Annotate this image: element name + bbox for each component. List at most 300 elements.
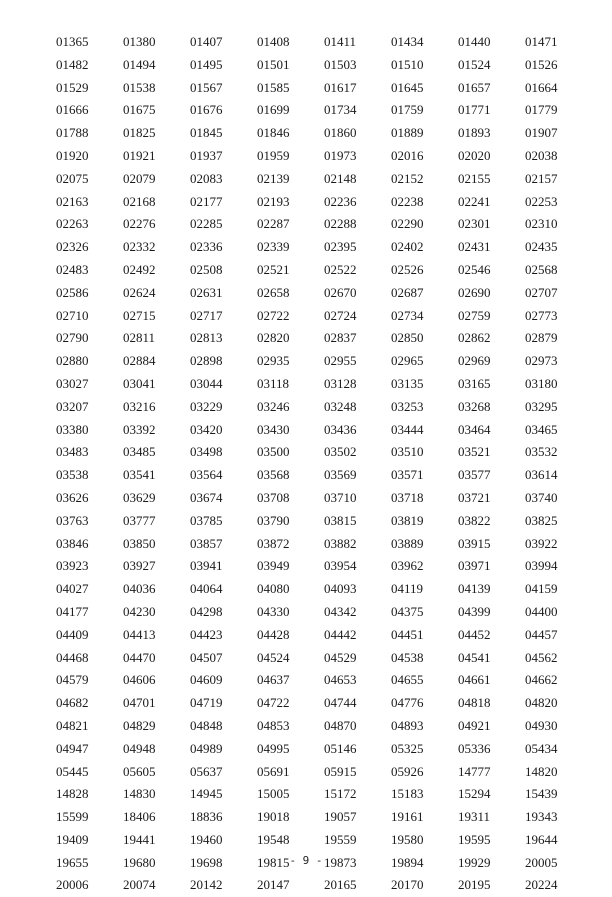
table-row [56, 145, 592, 168]
table-cell: 14777 [458, 763, 491, 779]
table-cell: 02715 [123, 307, 156, 323]
table-cell: 04653 [324, 672, 357, 688]
table-cell: 01920 [56, 147, 89, 163]
table-cell: 02526 [391, 261, 424, 277]
table-row [56, 692, 592, 715]
table-cell: 04027 [56, 581, 89, 597]
table-cell: 04400 [525, 603, 558, 619]
table-cell: 04661 [458, 672, 491, 688]
table-cell: 02862 [458, 330, 491, 346]
table-cell: 03850 [123, 535, 156, 551]
table-cell: 04298 [190, 603, 223, 619]
table-cell: 02075 [56, 170, 89, 186]
table-row [56, 77, 592, 100]
table-cell: 04139 [458, 581, 491, 597]
table-row [56, 578, 592, 601]
table-row [56, 624, 592, 647]
table-row [56, 396, 592, 419]
table-cell: 02238 [391, 193, 424, 209]
table-cell: 02687 [391, 284, 424, 300]
table-cell: 02301 [458, 216, 491, 232]
table-cell: 01407 [190, 34, 223, 49]
table-cell: 03971 [458, 558, 491, 574]
table-cell: 03763 [56, 512, 89, 528]
table-cell: 03790 [257, 512, 290, 528]
table-cell: 04541 [458, 649, 491, 665]
table-cell: 03532 [525, 444, 558, 460]
table-cell: 04682 [56, 695, 89, 711]
table-row [56, 829, 592, 852]
table-cell: 02287 [257, 216, 290, 232]
table-cell: 02690 [458, 284, 491, 300]
table-cell: 04177 [56, 603, 89, 619]
table-cell: 01973 [324, 147, 357, 163]
table-cell: 03436 [324, 421, 357, 437]
table-cell: 01893 [458, 125, 491, 141]
table-cell: 05926 [391, 763, 424, 779]
table-cell: 19441 [123, 831, 156, 847]
table-cell: 04722 [257, 695, 290, 711]
table-row [56, 555, 592, 578]
table-cell: 03485 [123, 444, 156, 460]
table-cell: 04093 [324, 581, 357, 597]
table-cell: 14828 [56, 786, 89, 802]
table-cell: 19655 [56, 854, 89, 870]
table-cell: 03180 [525, 375, 558, 391]
table-cell: 01845 [190, 125, 223, 141]
table-cell: 02016 [391, 147, 424, 163]
table-cell: 02955 [324, 353, 357, 369]
table-cell: 02521 [257, 261, 290, 277]
table-cell: 19343 [525, 809, 558, 825]
table-cell: 03118 [257, 375, 290, 391]
table-cell: 20170 [391, 877, 424, 893]
table-cell: 02884 [123, 353, 156, 369]
table-cell: 19698 [190, 854, 223, 870]
table-cell: 02670 [324, 284, 357, 300]
table-row [56, 464, 592, 487]
table-cell: 02773 [525, 307, 558, 323]
table-cell: 04330 [257, 603, 290, 619]
table-cell: 01524 [458, 56, 491, 72]
table-cell: 03922 [525, 535, 558, 551]
table-cell: 03207 [56, 398, 89, 414]
table-cell: 03464 [458, 421, 491, 437]
table-cell: 01921 [123, 147, 156, 163]
table-row [56, 647, 592, 670]
table-cell: 03825 [525, 512, 558, 528]
table-cell: 04428 [257, 626, 290, 642]
table-cell: 03500 [257, 444, 290, 460]
table-cell: 03785 [190, 512, 223, 528]
table-row [56, 259, 592, 282]
table-cell: 19873 [324, 854, 357, 870]
table-cell: 04948 [123, 740, 156, 756]
table-row [56, 783, 592, 806]
table-cell: 03128 [324, 375, 357, 391]
table-cell: 19929 [458, 854, 491, 870]
table-cell: 20005 [525, 854, 558, 870]
table-cell: 14945 [190, 786, 223, 802]
table-cell: 19680 [123, 854, 156, 870]
table-cell: 04609 [190, 672, 223, 688]
table-cell: 02973 [525, 353, 558, 369]
table-cell: 03392 [123, 421, 156, 437]
table-cell: 01645 [391, 79, 424, 95]
table-row [56, 487, 592, 510]
table-cell: 03465 [525, 421, 558, 437]
table-cell: 04529 [324, 649, 357, 665]
table-cell: 04452 [458, 626, 491, 642]
table-cell: 02850 [391, 330, 424, 346]
table-cell: 01471 [525, 34, 558, 49]
table-cell: 04507 [190, 649, 223, 665]
number-table [56, 31, 592, 897]
table-cell: 04989 [190, 740, 223, 756]
table-cell: 01937 [190, 147, 223, 163]
table-cell: 02241 [458, 193, 491, 209]
table-cell: 01617 [324, 79, 357, 95]
table-cell: 05605 [123, 763, 156, 779]
table-cell: 04579 [56, 672, 89, 688]
table-cell: 04606 [123, 672, 156, 688]
table-cell: 05637 [190, 763, 223, 779]
table-cell: 03674 [190, 489, 223, 505]
table-cell: 03498 [190, 444, 223, 460]
table-row [56, 373, 592, 396]
table-cell: 03718 [391, 489, 424, 505]
table-cell: 02734 [391, 307, 424, 323]
table-cell: 02326 [56, 239, 89, 255]
table-cell: 01825 [123, 125, 156, 141]
table-cell: 05445 [56, 763, 89, 779]
table-cell: 02898 [190, 353, 223, 369]
table-cell: 01907 [525, 125, 558, 141]
table-cell: 03822 [458, 512, 491, 528]
table-cell: 02717 [190, 307, 223, 323]
table-cell: 02395 [324, 239, 357, 255]
table-cell: 14830 [123, 786, 156, 802]
table-cell: 04524 [257, 649, 290, 665]
table-cell: 03502 [324, 444, 357, 460]
table-cell: 02492 [123, 261, 156, 277]
table-cell: 04159 [525, 581, 558, 597]
table-cell: 19460 [190, 831, 223, 847]
table-cell: 03444 [391, 421, 424, 437]
table-cell: 05691 [257, 763, 290, 779]
table-cell: 04829 [123, 717, 156, 733]
table-cell: 03483 [56, 444, 89, 460]
table-cell: 02820 [257, 330, 290, 346]
table-cell: 03962 [391, 558, 424, 574]
table-cell: 02285 [190, 216, 223, 232]
table-cell: 04776 [391, 695, 424, 711]
table-cell: 04080 [257, 581, 290, 597]
table-cell: 01759 [391, 102, 424, 118]
table-cell: 03568 [257, 467, 290, 483]
table-cell: 03253 [391, 398, 424, 414]
table-cell: 03229 [190, 398, 223, 414]
table-cell: 03246 [257, 398, 290, 414]
table-cell: 02020 [458, 147, 491, 163]
table-cell: 03248 [324, 398, 357, 414]
table-cell: 04744 [324, 695, 357, 711]
table-cell: 03420 [190, 421, 223, 437]
table-cell: 04930 [525, 717, 558, 733]
table-cell: 02148 [324, 170, 357, 186]
table-cell: 01771 [458, 102, 491, 118]
table-row [56, 738, 592, 761]
table-cell: 02083 [190, 170, 223, 186]
table-cell: 01675 [123, 102, 156, 118]
table-cell: 02707 [525, 284, 558, 300]
table-cell: 04853 [257, 717, 290, 733]
table-cell: 03882 [324, 535, 357, 551]
table-row [56, 419, 592, 442]
table-cell: 19311 [458, 809, 491, 825]
page-number: - 9 - [289, 854, 323, 867]
table-cell: 01538 [123, 79, 156, 95]
table-cell: 02879 [525, 330, 558, 346]
table-cell: 03941 [190, 558, 223, 574]
table-cell: 20224 [525, 877, 558, 893]
table-cell: 02263 [56, 216, 89, 232]
table-cell: 03135 [391, 375, 424, 391]
table-cell: 01380 [123, 34, 156, 49]
table-cell: 03571 [391, 467, 424, 483]
table-cell: 03538 [56, 467, 89, 483]
table-cell: 03889 [391, 535, 424, 551]
table-cell: 03629 [123, 489, 156, 505]
table-cell: 02880 [56, 353, 89, 369]
table-cell: 03740 [525, 489, 558, 505]
table-cell: 03541 [123, 467, 156, 483]
table-cell: 03872 [257, 535, 290, 551]
table-cell: 01510 [391, 56, 424, 72]
table-cell: 04064 [190, 581, 223, 597]
table-cell: 03041 [123, 375, 156, 391]
table-cell: 03430 [257, 421, 290, 437]
table-cell: 04457 [525, 626, 558, 642]
table-cell: 20195 [458, 877, 491, 893]
table-cell: 04468 [56, 649, 89, 665]
table-cell: 15439 [525, 786, 558, 802]
table-cell: 02522 [324, 261, 357, 277]
table-cell: 04818 [458, 695, 491, 711]
table-cell: 03380 [56, 421, 89, 437]
table-cell: 04230 [123, 603, 156, 619]
table-row [56, 99, 592, 122]
table-row [56, 510, 592, 533]
table-cell: 05915 [324, 763, 357, 779]
table-cell: 14820 [525, 763, 558, 779]
table-cell: 01495 [190, 56, 223, 72]
table-cell: 05325 [391, 740, 424, 756]
table-cell: 01408 [257, 34, 290, 49]
table-cell: 04119 [391, 581, 424, 597]
table-cell: 04637 [257, 672, 290, 688]
table-row [56, 715, 592, 738]
table-cell: 02402 [391, 239, 424, 255]
table-cell: 04399 [458, 603, 491, 619]
table-cell: 02546 [458, 261, 491, 277]
table-cell: 03815 [324, 512, 357, 528]
table-cell: 19548 [257, 831, 290, 847]
table-cell: 03044 [190, 375, 223, 391]
table-cell: 04655 [391, 672, 424, 688]
table-cell: 04893 [391, 717, 424, 733]
table-cell: 03165 [458, 375, 491, 391]
table-cell: 19161 [391, 809, 424, 825]
table-row [56, 327, 592, 350]
table-cell: 02290 [391, 216, 424, 232]
table-cell: 19409 [56, 831, 89, 847]
table-row [56, 874, 592, 897]
table-row [56, 236, 592, 259]
table-cell: 02483 [56, 261, 89, 277]
table-cell: 04662 [525, 672, 558, 688]
table-cell: 04470 [123, 649, 156, 665]
table-cell: 02710 [56, 307, 89, 323]
table-cell: 01959 [257, 147, 290, 163]
table-cell: 02431 [458, 239, 491, 255]
table-cell: 15172 [324, 786, 357, 802]
table-cell: 04423 [190, 626, 223, 642]
table-cell: 02811 [123, 330, 156, 346]
table-cell: 04562 [525, 649, 558, 665]
table-cell: 04719 [190, 695, 223, 711]
table-cell: 03569 [324, 467, 357, 483]
table-cell: 19559 [324, 831, 357, 847]
table-cell: 03027 [56, 375, 89, 391]
table-cell: 03708 [257, 489, 290, 505]
table-cell: 20165 [324, 877, 357, 893]
table-cell: 05336 [458, 740, 491, 756]
table-cell: 01365 [56, 34, 89, 49]
table-cell: 04538 [391, 649, 424, 665]
table-cell: 02157 [525, 170, 558, 186]
table-cell: 03268 [458, 398, 491, 414]
table-cell: 02969 [458, 353, 491, 369]
table-cell: 03295 [525, 398, 558, 414]
table-cell: 02332 [123, 239, 156, 255]
table-cell: 03923 [56, 558, 89, 574]
table-cell: 02253 [525, 193, 558, 209]
table-cell: 03927 [123, 558, 156, 574]
table-cell: 01501 [257, 56, 290, 72]
table-cell: 02631 [190, 284, 223, 300]
table-cell: 02658 [257, 284, 290, 300]
table-cell: 01482 [56, 56, 89, 72]
table-cell: 02508 [190, 261, 223, 277]
table-row [56, 601, 592, 624]
table-cell: 04375 [391, 603, 424, 619]
table-cell: 02177 [190, 193, 223, 209]
table-cell: 02624 [123, 284, 156, 300]
table-cell: 04036 [123, 581, 156, 597]
number-table-body [56, 31, 592, 897]
table-cell: 04921 [458, 717, 491, 733]
table-cell: 03521 [458, 444, 491, 460]
table-cell: 19595 [458, 831, 491, 847]
table-cell: 03915 [458, 535, 491, 551]
table-row [56, 806, 592, 829]
table-row [56, 441, 592, 464]
table-cell: 03710 [324, 489, 357, 505]
table-cell: 03954 [324, 558, 357, 574]
table-cell: 05146 [324, 740, 357, 756]
table-cell: 15294 [458, 786, 491, 802]
table-cell: 18406 [123, 809, 156, 825]
table-cell: 04442 [324, 626, 357, 642]
table-cell: 02339 [257, 239, 290, 255]
table-cell: 02288 [324, 216, 357, 232]
table-cell: 03216 [123, 398, 156, 414]
table-cell: 04820 [525, 695, 558, 711]
table-cell: 01846 [257, 125, 290, 141]
table-row [56, 533, 592, 556]
table-cell: 03614 [525, 467, 558, 483]
table-cell: 01860 [324, 125, 357, 141]
table-cell: 01699 [257, 102, 290, 118]
table-cell: 02276 [123, 216, 156, 232]
table-cell: 02759 [458, 307, 491, 323]
table-cell: 03626 [56, 489, 89, 505]
table-cell: 03857 [190, 535, 223, 551]
table-cell: 15183 [391, 786, 424, 802]
table-cell: 02310 [525, 216, 558, 232]
table-cell: 02163 [56, 193, 89, 209]
table-cell: 02079 [123, 170, 156, 186]
table-row [56, 350, 592, 373]
table-cell: 20147 [257, 877, 290, 893]
table-cell: 01657 [458, 79, 491, 95]
table-cell: 01889 [391, 125, 424, 141]
table-cell: 02586 [56, 284, 89, 300]
table-cell: 01503 [324, 56, 357, 72]
table-row [56, 305, 592, 328]
table-cell: 20142 [190, 877, 223, 893]
table-cell: 03510 [391, 444, 424, 460]
table-cell: 01567 [190, 79, 223, 95]
table-cell: 01788 [56, 125, 89, 141]
table-cell: 01779 [525, 102, 558, 118]
table-row [56, 191, 592, 214]
table-cell: 02568 [525, 261, 558, 277]
table-cell: 19018 [257, 809, 290, 825]
table-cell: 01585 [257, 79, 290, 95]
table-cell: 03994 [525, 558, 558, 574]
table-cell: 19057 [324, 809, 357, 825]
table-cell: 03819 [391, 512, 424, 528]
table-cell: 04451 [391, 626, 424, 642]
table-cell: 03949 [257, 558, 290, 574]
table-row [56, 213, 592, 236]
table-cell: 01666 [56, 102, 89, 118]
table-cell: 15005 [257, 786, 290, 802]
table-cell: 03564 [190, 467, 223, 483]
table-cell: 04947 [56, 740, 89, 756]
table-row [56, 54, 592, 77]
table-cell: 02435 [525, 239, 558, 255]
table-row [56, 669, 592, 692]
table-cell: 04821 [56, 717, 89, 733]
table-row [56, 122, 592, 145]
table-cell: 04995 [257, 740, 290, 756]
table-cell: 04342 [324, 603, 357, 619]
table-row [56, 31, 592, 54]
table-cell: 02038 [525, 147, 558, 163]
